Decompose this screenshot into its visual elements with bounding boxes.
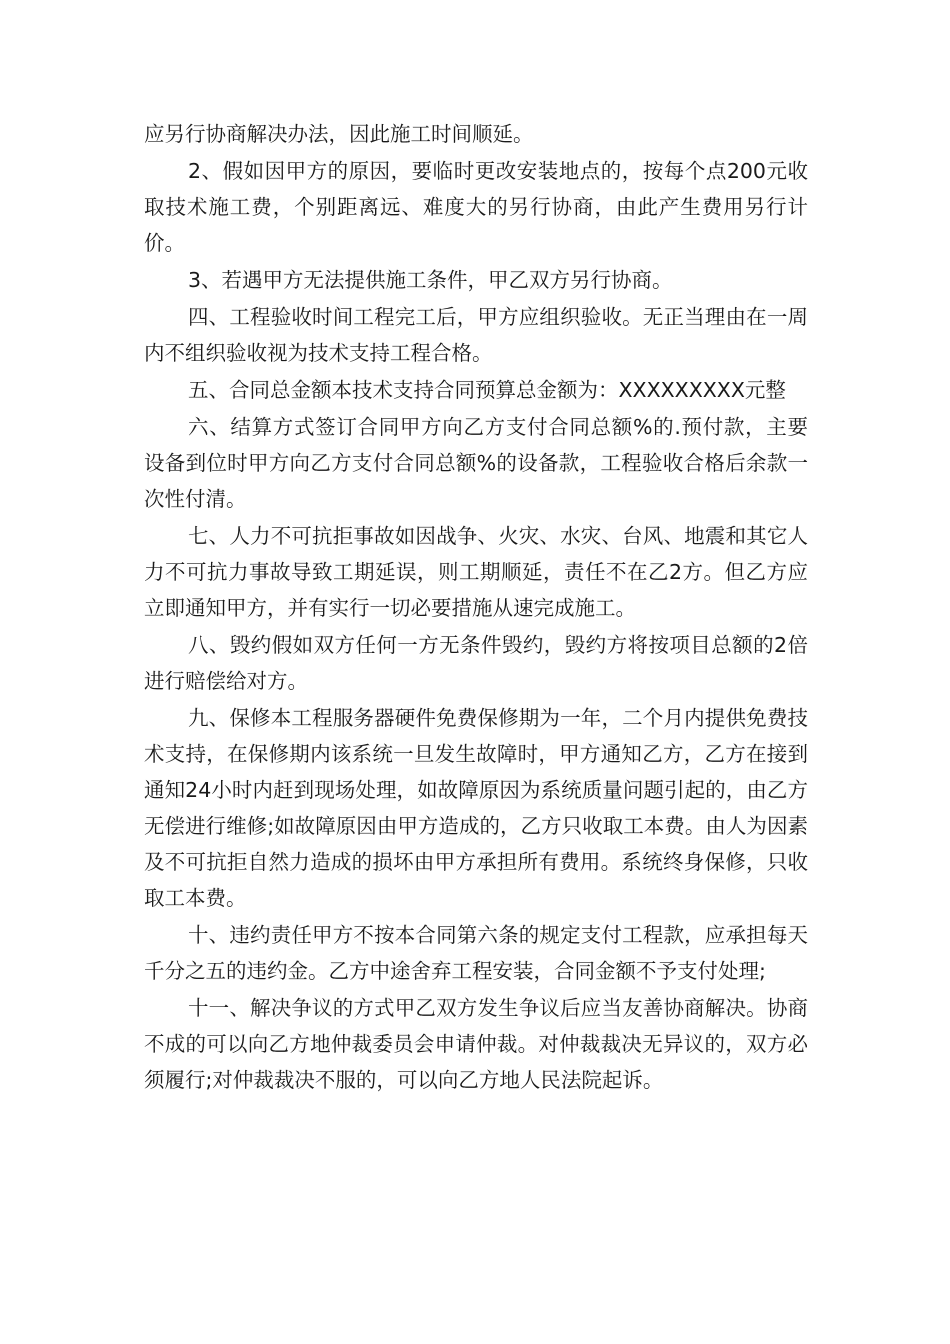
paragraph-section-6-settlement: 六、结算方式签订合同甲方向乙方支付合同总额%的.预付款，主要设备到位时甲方向乙方支付合同总额%的设备款，工程验收合格后余款一次性付清。 <box>144 415 808 511</box>
paragraph-section-11-disputes: 十一、解决争议的方式甲乙双方发生争议后应当友善协商解决。协商不成的可以向乙方地仲裁委员会申请仲裁。对仲裁裁决无异议的，双方必须履行;对仲裁裁决不服的，可以向乙方地人民法院起诉。 <box>144 996 808 1092</box>
paragraph-section-9-warranty: 九、保修本工程服务器硬件免费保修期为一年，二个月内提供免费技术支持，在保修期内该系统一旦发生故障时，甲方通知乙方，乙方在接到通知24小时内赶到现场处理，如故障原因为系统质量问题引起的，由乙方无偿进行维修;如故障原因由甲方造成的，乙方只收取工本费。由人为因素及不可抗拒自然力造成的损坏由甲方承担所有费用。系统终身保修，只收取工本费。 <box>144 706 808 910</box>
document-body <box>144 116 808 1099</box>
paragraph-clause-3: 3、若遇甲方无法提供施工条件，甲乙双方另行协商。 <box>188 268 673 292</box>
paragraph-section-5-total-amount: 五、合同总金额本技术支持合同预算总金额为：XXXXXXXXX元整 <box>188 378 786 402</box>
paragraph-section-8-breach: 八、毁约假如双方任何一方无条件毁约，毁约方将按项目总额的2倍进行赔偿给对方。 <box>144 633 808 693</box>
paragraph-section-10-liability: 十、违约责任甲方不按本合同第六条的规定支付工程款，应承担每天千分之五的违约金。乙方中途舍弃工程安装，合同金额不予支付处理; <box>144 923 808 983</box>
paragraph-section-4-acceptance: 四、工程验收时间工程完工后，甲方应组织验收。无正当理由在一周内不组织验收视为技术支持工程合格。 <box>144 305 808 365</box>
paragraph-continuation: 应另行协商解决办法，因此施工时间顺延。 <box>144 122 534 146</box>
paragraph-section-7-force-majeure: 七、人力不可抗拒事故如因战争、火灾、水灾、台风、地震和其它人力不可抗力事故导致工期延误，则工期顺延，责任不在乙2方。但乙方应立即通知甲方，并有实行一切必要措施从速完成施工。 <box>144 524 808 620</box>
paragraph-clause-2: 2、假如因甲方的原因，要临时更改安装地点的，按每个点200元收取技术施工费，个别距离远、难度大的另行协商，由此产生费用另行计价。 <box>144 159 808 255</box>
